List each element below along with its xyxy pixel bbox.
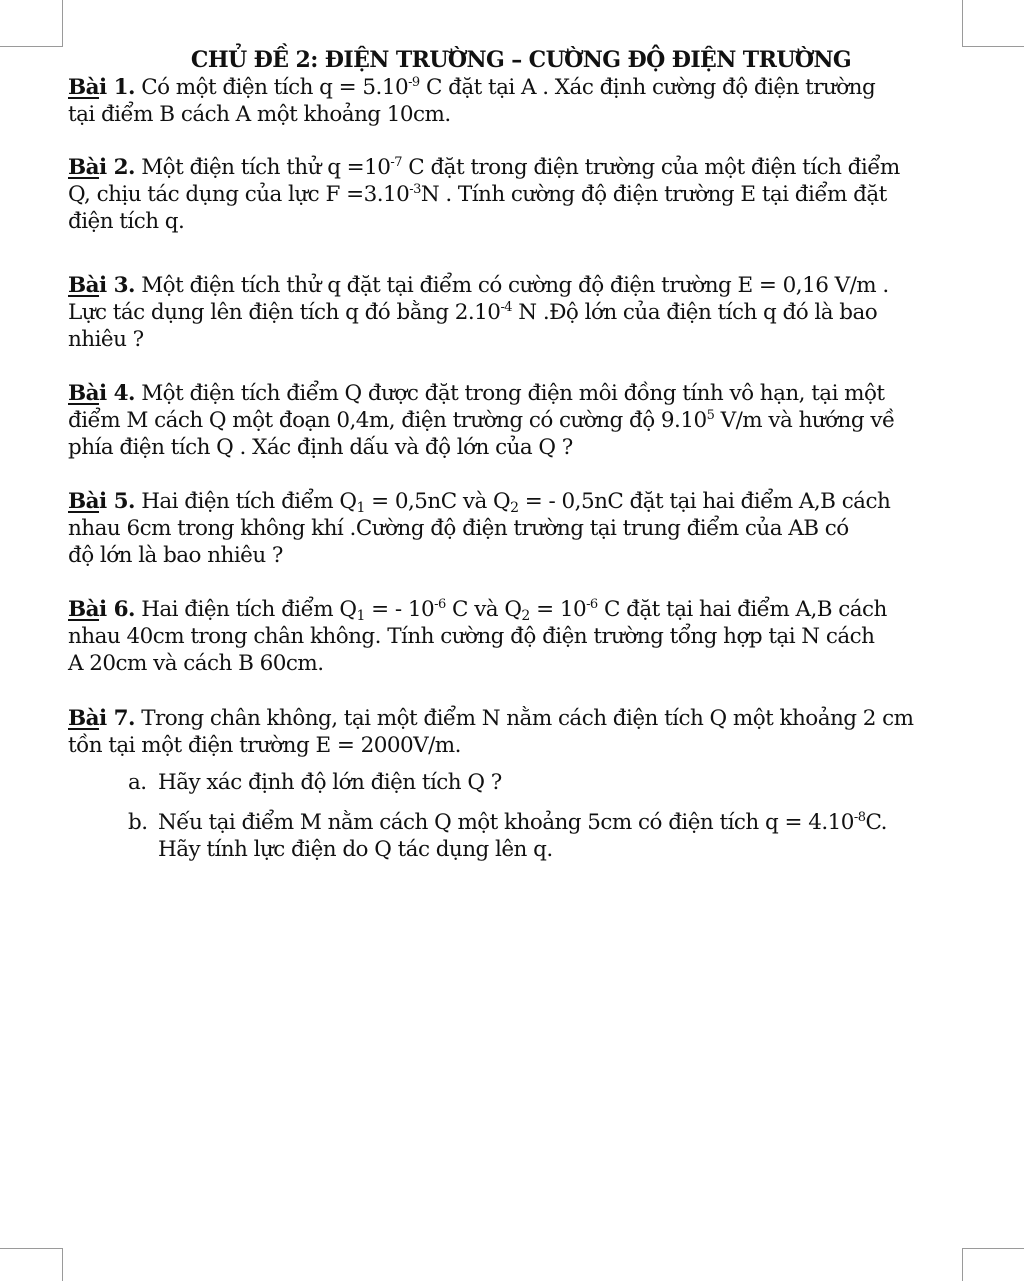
problem-7: Bài 7. Trong chân không, tại một điểm N nằm cách điện tích Q một khoảng 2 cm tồn tại một điện trường E = 2000V/m. — [68, 706, 914, 758]
problem-7-item-b: b. Nếu tại điểm M nằm cách Q một khoảng 5cm có điện tích $q = 4.10^{-8}C$. Hãy tính lực điện do Q tác dụng lên q. — [128, 810, 887, 862]
item-marker: b. — [128, 810, 148, 835]
item-marker: a. — [128, 770, 147, 795]
crop-mark-bottom-left — [0, 1248, 63, 1281]
problem-1-label: Bài 1. — [68, 75, 135, 100]
problem-5-label: Bài 5. — [68, 489, 135, 514]
document-page — [68, 46, 968, 876]
problem-4-label: Bài 4. — [68, 381, 135, 406]
crop-mark-top-right — [962, 0, 1024, 47]
problem-7-label: Bài 7. — [68, 706, 135, 731]
problem-1: Bài 1. Có một điện tích $q = 5.10^{-9}$ C đặt tại A . Xác định cường độ điện trường tại điểm B cách A một khoảng 10cm. — [68, 75, 876, 127]
problem-7-subitems — [128, 769, 968, 863]
problem-2-label: Bài 2. — [68, 155, 135, 180]
crop-mark-top-left — [0, 0, 63, 47]
problem-3: Bài 3. Một điện tích thử q đặt tại điểm có cường độ điện trường E = 0,16 V/m . Lực tác dụng lên điện tích q đó bằng $2.10^{-4}$ N .Độ lớn của điện tích q đó là bao nhiêu ? — [68, 273, 889, 352]
problem-6: Bài 6. Hai điện tích điểm $Q_1$ = - $10^{-6}$ C và $Q_2 = 10^{-6}$ C đặt tại hai điểm A,B cách nhau 40cm trong chân không. Tính cường độ điện trường tổng hợp tại N cách A 20cm và cách B 60cm. — [68, 597, 887, 676]
problem-4: Bài 4. Một điện tích điểm Q được đặt trong điện môi đồng tính vô hạn, tại một điểm M cách Q một đoạn 0,4m, điện trường có cường độ 9.10$^5$ V/m và hướng về phía điện tích Q . Xác định dấu và độ lớn của Q ? — [68, 381, 895, 460]
page-title: CHỦ ĐỀ 2: ĐIỆN TRƯỜNG – CƯỜNG ĐỘ ĐIỆN TRƯỜNG — [190, 47, 852, 73]
problem-5: Bài 5. Hai điện tích điểm $Q_1 = 0,5nC$ và $Q_2$ = - 0,5nC đặt tại hai điểm A,B cách nhau 6cm trong không khí .Cường độ điện trường tại trung điểm của AB có độ lớn là bao nhiêu ? — [68, 489, 891, 568]
problem-6-label: Bài 6. — [68, 597, 135, 622]
problem-7-item-a: a. Hãy xác định độ lớn điện tích Q ? — [128, 770, 502, 795]
problem-3-label: Bài 3. — [68, 273, 135, 298]
crop-mark-bottom-right — [962, 1248, 1024, 1281]
problem-2: Bài 2. Một điện tích thử $q =10^{-7}$ C đặt trong điện trường của một điện tích điểm Q, chịu tác dụng của lực $F =3.10^{-3}N$ . Tính cường độ điện trường E tại điểm đặt điện tích q. — [68, 155, 900, 234]
